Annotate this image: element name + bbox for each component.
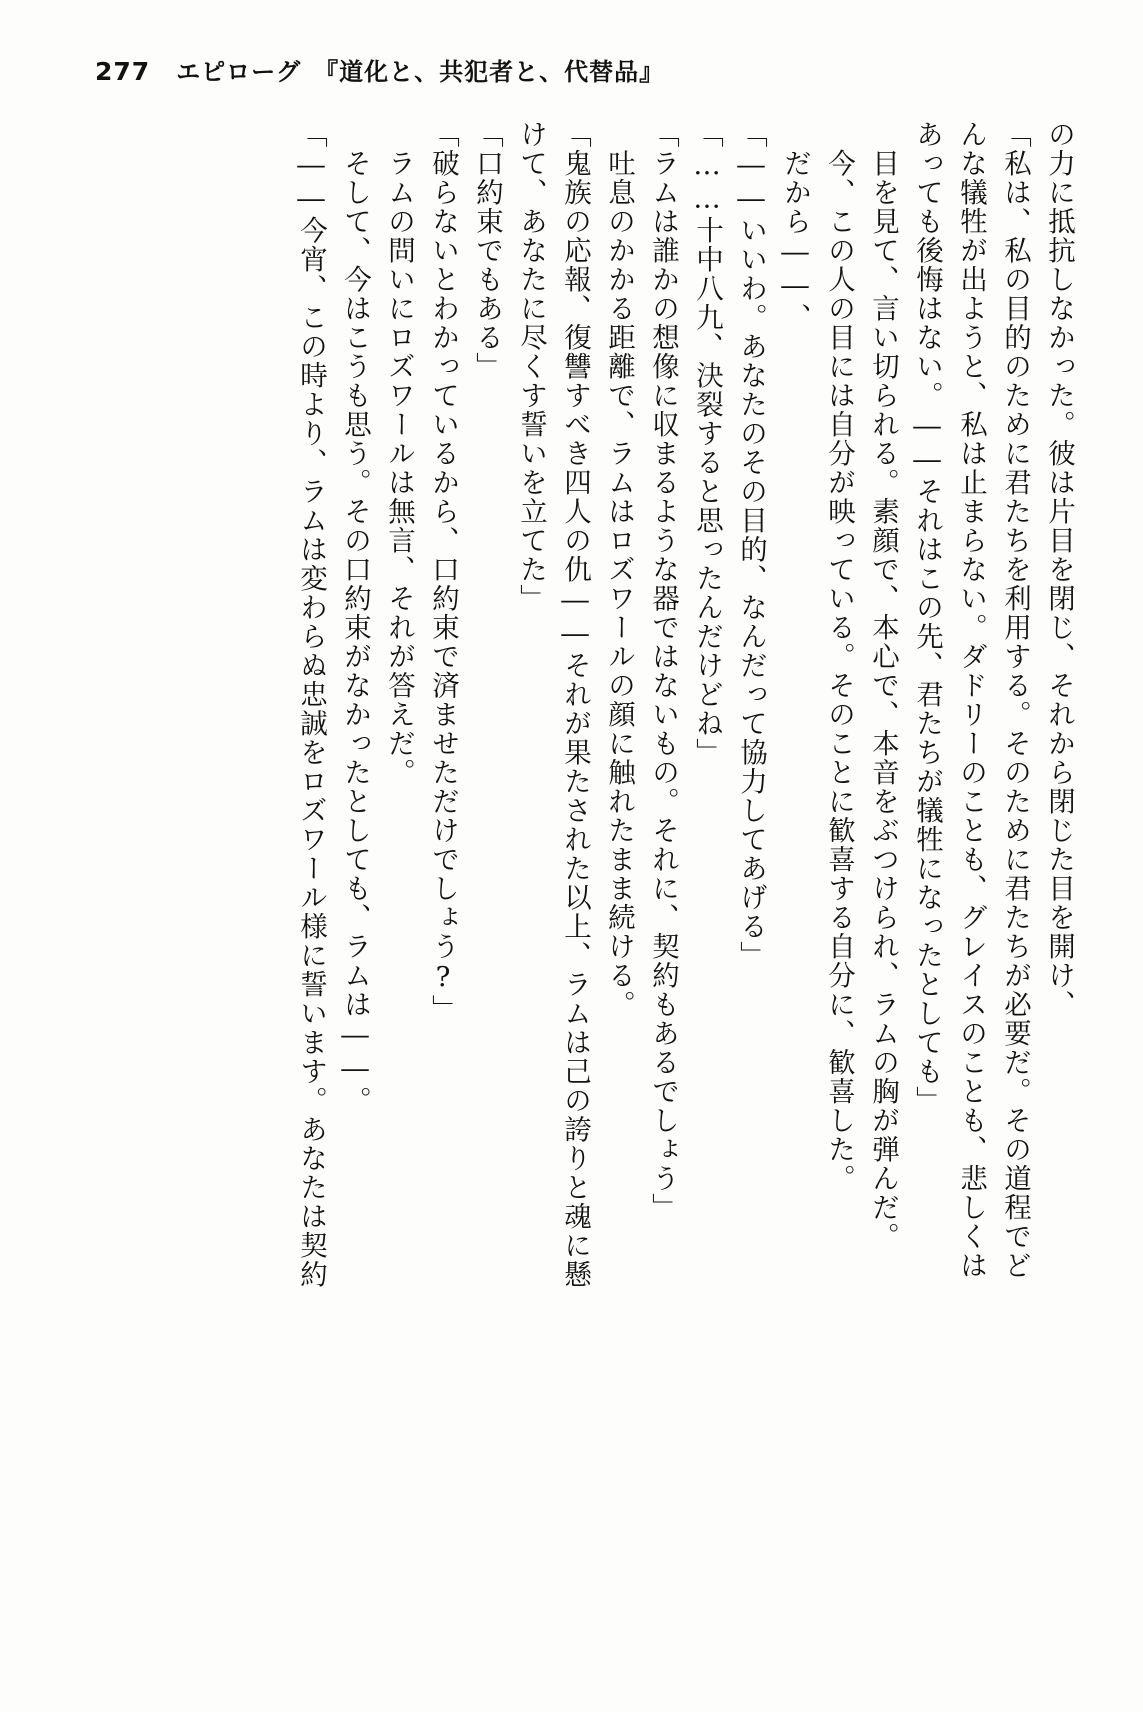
- text-column: 「口約束でもある」: [471, 120, 503, 381]
- text-column: 「私は、私の目的のために君たちを利用する。そのために君たちが必要だ。その道程でど: [999, 120, 1031, 1280]
- text-column: 「破らないとわかっているから、口約束で済ませただけでしょう?」: [427, 120, 459, 1024]
- text-column: 「――いいわ。あなたのその目的、なんだって協力してあげる」: [735, 120, 767, 970]
- text-column: だから――、: [779, 120, 811, 332]
- text-column: けて、あなたに尽くす誓いを立てた」: [515, 120, 547, 613]
- text-column: 今、この人の目には自分が映っている。そのことに歓喜する自分に、歓喜した。: [823, 120, 855, 1193]
- text-column: そして、今はこうも思う。その口約束がなかったとしても、ラムは――。: [339, 120, 371, 1115]
- text-column: 「鬼族の応報、復讐すべき四人の仇――それが果たされた以上、ラムは己の誇りと魂に懸: [559, 120, 591, 1289]
- text-column: 吐息のかかる距離で、ラムはロズワールの顔に触れたまま続ける。: [603, 120, 635, 1019]
- text-column: 「……十中八九、決裂すると思ったんだけどね」: [691, 120, 723, 767]
- text-column: の力に抵抗しなかった。彼は片目を閉じ、それから閉じた目を開け、: [1043, 120, 1075, 1019]
- chapter-title: エピローグ 『道化と、共犯者と、代替品』: [176, 58, 665, 86]
- page-number: 277: [95, 57, 151, 86]
- text-column: 目を見て、言い切られる。素顔で、本心で、本音をぶつけられ、ラムの胸が弾んだ。: [867, 120, 899, 1251]
- text-column: 「ラムは誰かの想像に収まるような器ではないもの。それに、契約もあるでしょう」: [647, 120, 679, 1222]
- text-column: ラムの問いにロズワールは無言、それが答えだ。: [383, 120, 415, 787]
- text-column: 「――今宵、この時より、ラムは変わらぬ忠誠をロズワール様に誓います。あなたは契約: [295, 120, 327, 1289]
- text-column: あっても後悔はない。――それはこの先、君たちが犠牲になったとしても」: [911, 120, 943, 1115]
- page-header: [95, 52, 664, 87]
- vertical-text-body: [72, 120, 1075, 1640]
- text-column: んな犠牲が出ようと、私は止まらない。ダドリーのことも、グレイスのことも、悲しくは: [955, 120, 987, 1280]
